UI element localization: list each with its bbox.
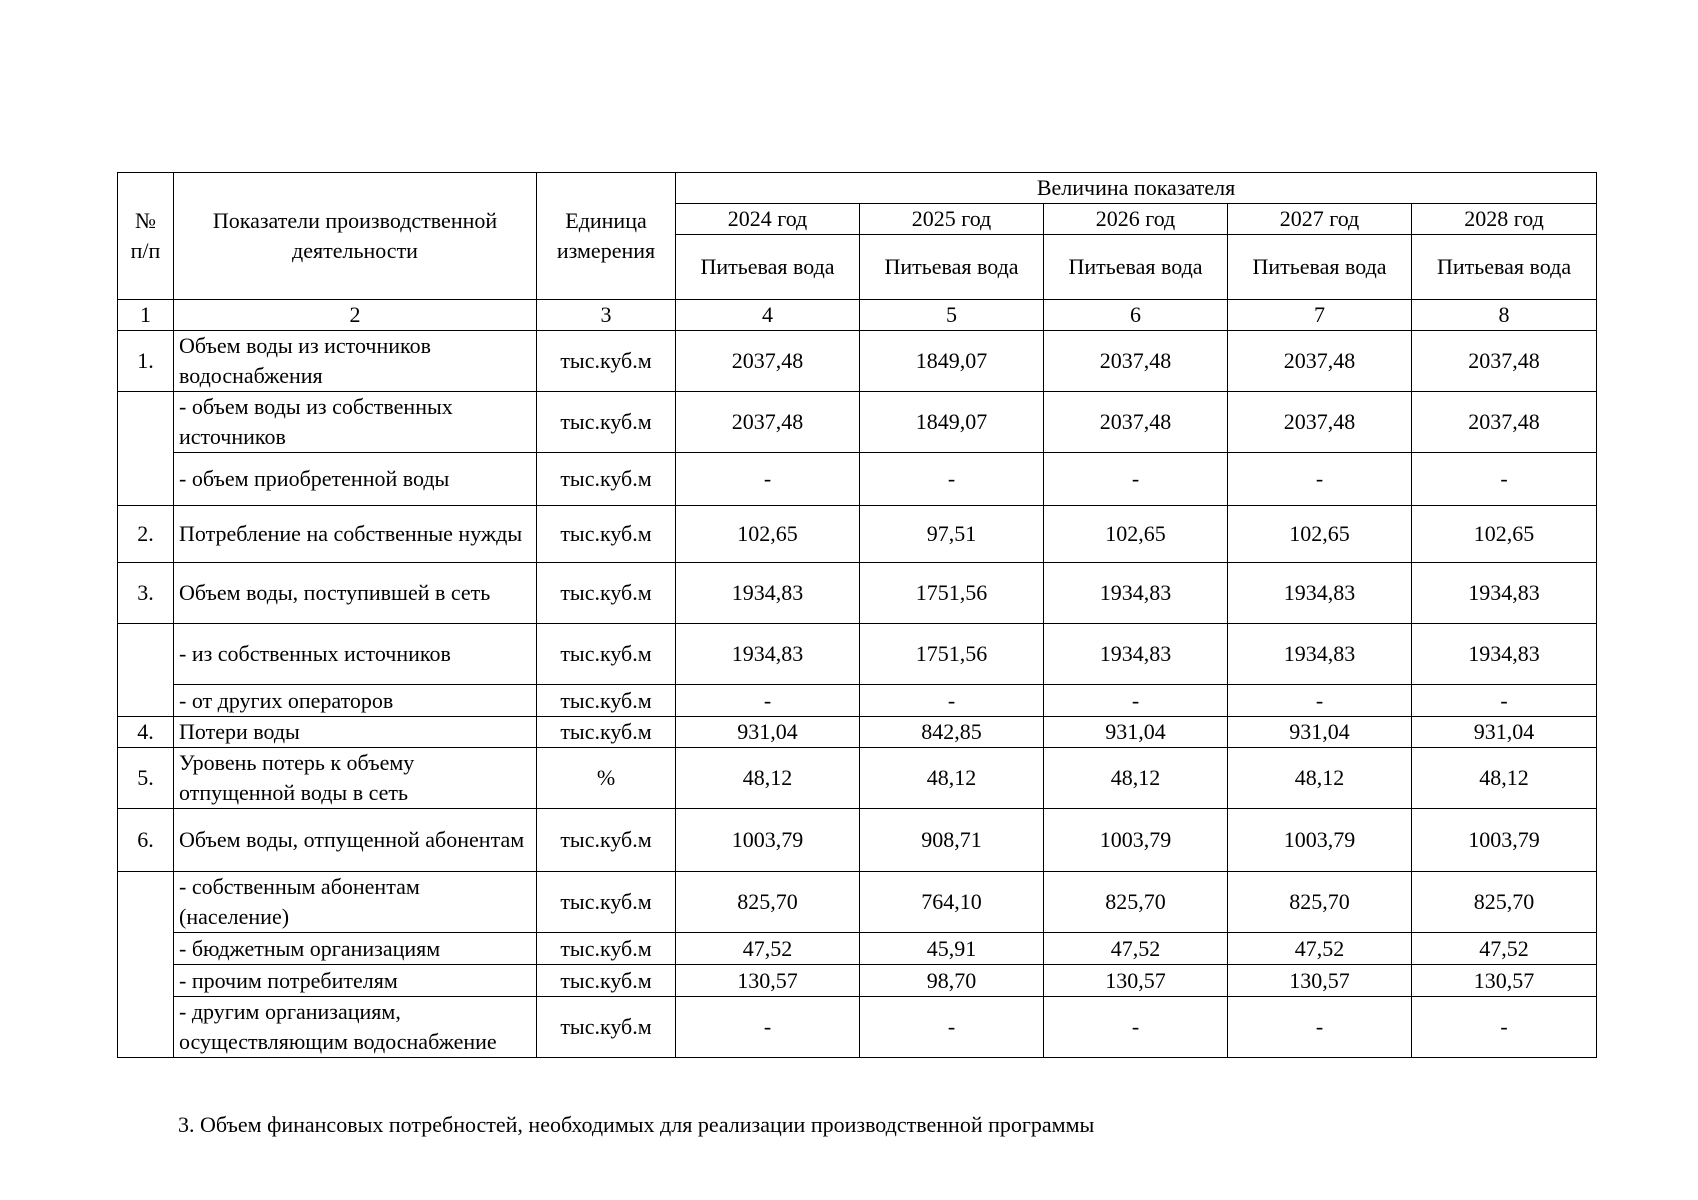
row-value: -	[676, 685, 860, 717]
row-value: 48,12	[676, 748, 860, 809]
row-number: 3.	[118, 563, 174, 624]
table-row	[118, 453, 1597, 506]
header-water-type: Питьевая вода	[1412, 235, 1597, 300]
row-unit: тыс.куб.м	[537, 624, 676, 685]
row-value: 48,12	[1412, 748, 1597, 809]
row-indicator-name: Потребление на собственные нужды	[174, 506, 537, 563]
row-value: -	[676, 997, 860, 1058]
header-year: 2025 год	[860, 204, 1044, 235]
row-value: 1751,56	[860, 563, 1044, 624]
row-value: 130,57	[1044, 965, 1228, 997]
row-value: -	[1228, 453, 1412, 506]
row-value: 1003,79	[1044, 809, 1228, 872]
row-value: 825,70	[676, 872, 860, 933]
row-value: 102,65	[1412, 506, 1597, 563]
row-value: 47,52	[1412, 933, 1597, 965]
row-number	[118, 392, 174, 506]
row-value: 102,65	[1044, 506, 1228, 563]
row-unit: тыс.куб.м	[537, 809, 676, 872]
table-row	[118, 392, 1597, 453]
row-value: 130,57	[1228, 965, 1412, 997]
row-value: 130,57	[676, 965, 860, 997]
row-value: -	[1412, 997, 1597, 1058]
row-unit: %	[537, 748, 676, 809]
table-row	[118, 997, 1597, 1058]
row-number	[118, 872, 174, 1058]
row-indicator-name: - из собственных источников	[174, 624, 537, 685]
row-unit: тыс.куб.м	[537, 392, 676, 453]
table-row	[118, 717, 1597, 748]
row-unit: тыс.куб.м	[537, 872, 676, 933]
header-water-type: Питьевая вода	[676, 235, 860, 300]
row-value: -	[1228, 997, 1412, 1058]
column-number: 8	[1412, 300, 1597, 331]
row-unit: тыс.куб.м	[537, 965, 676, 997]
row-value: 931,04	[1412, 717, 1597, 748]
row-value: 2037,48	[1228, 392, 1412, 453]
row-value: -	[1044, 453, 1228, 506]
row-value: 97,51	[860, 506, 1044, 563]
row-value: -	[676, 453, 860, 506]
row-value: -	[860, 453, 1044, 506]
header-value-group: Величина показателя	[676, 173, 1597, 204]
row-value: 2037,48	[1412, 392, 1597, 453]
column-number-row	[118, 300, 1597, 331]
header-water-type: Питьевая вода	[860, 235, 1044, 300]
table-row	[118, 624, 1597, 685]
row-unit: тыс.куб.м	[537, 563, 676, 624]
row-value: 48,12	[1228, 748, 1412, 809]
row-value: 2037,48	[1228, 331, 1412, 392]
production-indicators-table	[117, 172, 1597, 1058]
row-value: 2037,48	[676, 331, 860, 392]
row-value: 1003,79	[676, 809, 860, 872]
row-value: 102,65	[1228, 506, 1412, 563]
table-row	[118, 563, 1597, 624]
table-row	[118, 685, 1597, 717]
header-year: 2028 год	[1412, 204, 1597, 235]
row-value: 47,52	[1044, 933, 1228, 965]
row-indicator-name: Потери воды	[174, 717, 537, 748]
table-row	[118, 748, 1597, 809]
row-indicator-name: - от других операторов	[174, 685, 537, 717]
row-indicator-name: Объем воды, поступившей в сеть	[174, 563, 537, 624]
row-value: 48,12	[1044, 748, 1228, 809]
table-row	[118, 506, 1597, 563]
row-value: 842,85	[860, 717, 1044, 748]
header-year: 2024 год	[676, 204, 860, 235]
row-value: -	[1044, 685, 1228, 717]
column-number: 5	[860, 300, 1044, 331]
row-number: 4.	[118, 717, 174, 748]
row-indicator-name: - объем воды из собственных источников	[174, 392, 537, 453]
row-indicator-name: - прочим потребителям	[174, 965, 537, 997]
row-value: 1751,56	[860, 624, 1044, 685]
header-num: № п/п	[118, 173, 174, 300]
row-value: -	[1412, 453, 1597, 506]
row-indicator-name: Объем воды из источников водоснабжения	[174, 331, 537, 392]
row-indicator-name: - собственным абонентам (население)	[174, 872, 537, 933]
row-value: 1003,79	[1412, 809, 1597, 872]
row-value: 931,04	[676, 717, 860, 748]
header-year: 2027 год	[1228, 204, 1412, 235]
row-unit: тыс.куб.м	[537, 453, 676, 506]
row-number: 5.	[118, 748, 174, 809]
row-number: 1.	[118, 331, 174, 392]
row-value: 47,52	[676, 933, 860, 965]
row-value: 2037,48	[1412, 331, 1597, 392]
row-value: 1003,79	[1228, 809, 1412, 872]
header-water-type: Питьевая вода	[1044, 235, 1228, 300]
row-unit: тыс.куб.м	[537, 685, 676, 717]
row-value: 1934,83	[1044, 624, 1228, 685]
row-value: 825,70	[1412, 872, 1597, 933]
row-value: 825,70	[1228, 872, 1412, 933]
header-row	[118, 173, 1597, 204]
row-value: 1934,83	[676, 624, 860, 685]
row-indicator-name: - объем приобретенной воды	[174, 453, 537, 506]
row-value: 764,10	[860, 872, 1044, 933]
column-number: 3	[537, 300, 676, 331]
row-unit: тыс.куб.м	[537, 331, 676, 392]
row-value: 2037,48	[1044, 331, 1228, 392]
header-unit: Единица измерения	[537, 173, 676, 300]
row-value: 1934,83	[1228, 624, 1412, 685]
row-value: -	[1412, 685, 1597, 717]
row-value: 130,57	[1412, 965, 1597, 997]
row-unit: тыс.куб.м	[537, 933, 676, 965]
row-value: 45,91	[860, 933, 1044, 965]
row-unit: тыс.куб.м	[537, 717, 676, 748]
row-number: 6.	[118, 809, 174, 872]
row-value: 1934,83	[676, 563, 860, 624]
row-value: 931,04	[1044, 717, 1228, 748]
row-value: 2037,48	[1044, 392, 1228, 453]
row-value: -	[1044, 997, 1228, 1058]
row-value: 47,52	[1228, 933, 1412, 965]
row-value: 98,70	[860, 965, 1044, 997]
header-indicator: Показатели производственной деятельности	[174, 173, 537, 300]
row-value: -	[860, 997, 1044, 1058]
row-value: -	[1228, 685, 1412, 717]
row-number: 2.	[118, 506, 174, 563]
header-year: 2026 год	[1044, 204, 1228, 235]
row-value: 2037,48	[676, 392, 860, 453]
row-indicator-name: Уровень потерь к объему отпущенной воды в сеть	[174, 748, 537, 809]
column-number: 1	[118, 300, 174, 331]
header-water-type: Питьевая вода	[1228, 235, 1412, 300]
row-value: 908,71	[860, 809, 1044, 872]
row-value: 48,12	[860, 748, 1044, 809]
row-value: 1849,07	[860, 392, 1044, 453]
row-indicator-name: - другим организациям, осуществляющим водоснабжение	[174, 997, 537, 1058]
table-row	[118, 965, 1597, 997]
column-number: 4	[676, 300, 860, 331]
row-value: 1934,83	[1044, 563, 1228, 624]
section-caption: 3. Объем финансовых потребностей, необходимых для реализации производственной программы	[178, 1112, 1095, 1137]
row-value: -	[860, 685, 1044, 717]
column-number: 6	[1044, 300, 1228, 331]
table-row	[118, 331, 1597, 392]
row-value: 1934,83	[1412, 563, 1597, 624]
row-value: 1934,83	[1228, 563, 1412, 624]
table-row	[118, 872, 1597, 933]
row-value: 931,04	[1228, 717, 1412, 748]
row-indicator-name: - бюджетным организациям	[174, 933, 537, 965]
table-row	[118, 933, 1597, 965]
row-value: 1934,83	[1412, 624, 1597, 685]
column-number: 2	[174, 300, 537, 331]
row-value: 1849,07	[860, 331, 1044, 392]
table-row	[118, 809, 1597, 872]
row-value: 825,70	[1044, 872, 1228, 933]
row-unit: тыс.куб.м	[537, 997, 676, 1058]
row-indicator-name: Объем воды, отпущенной абонентам	[174, 809, 537, 872]
row-value: 102,65	[676, 506, 860, 563]
column-number: 7	[1228, 300, 1412, 331]
row-number	[118, 624, 174, 717]
row-unit: тыс.куб.м	[537, 506, 676, 563]
